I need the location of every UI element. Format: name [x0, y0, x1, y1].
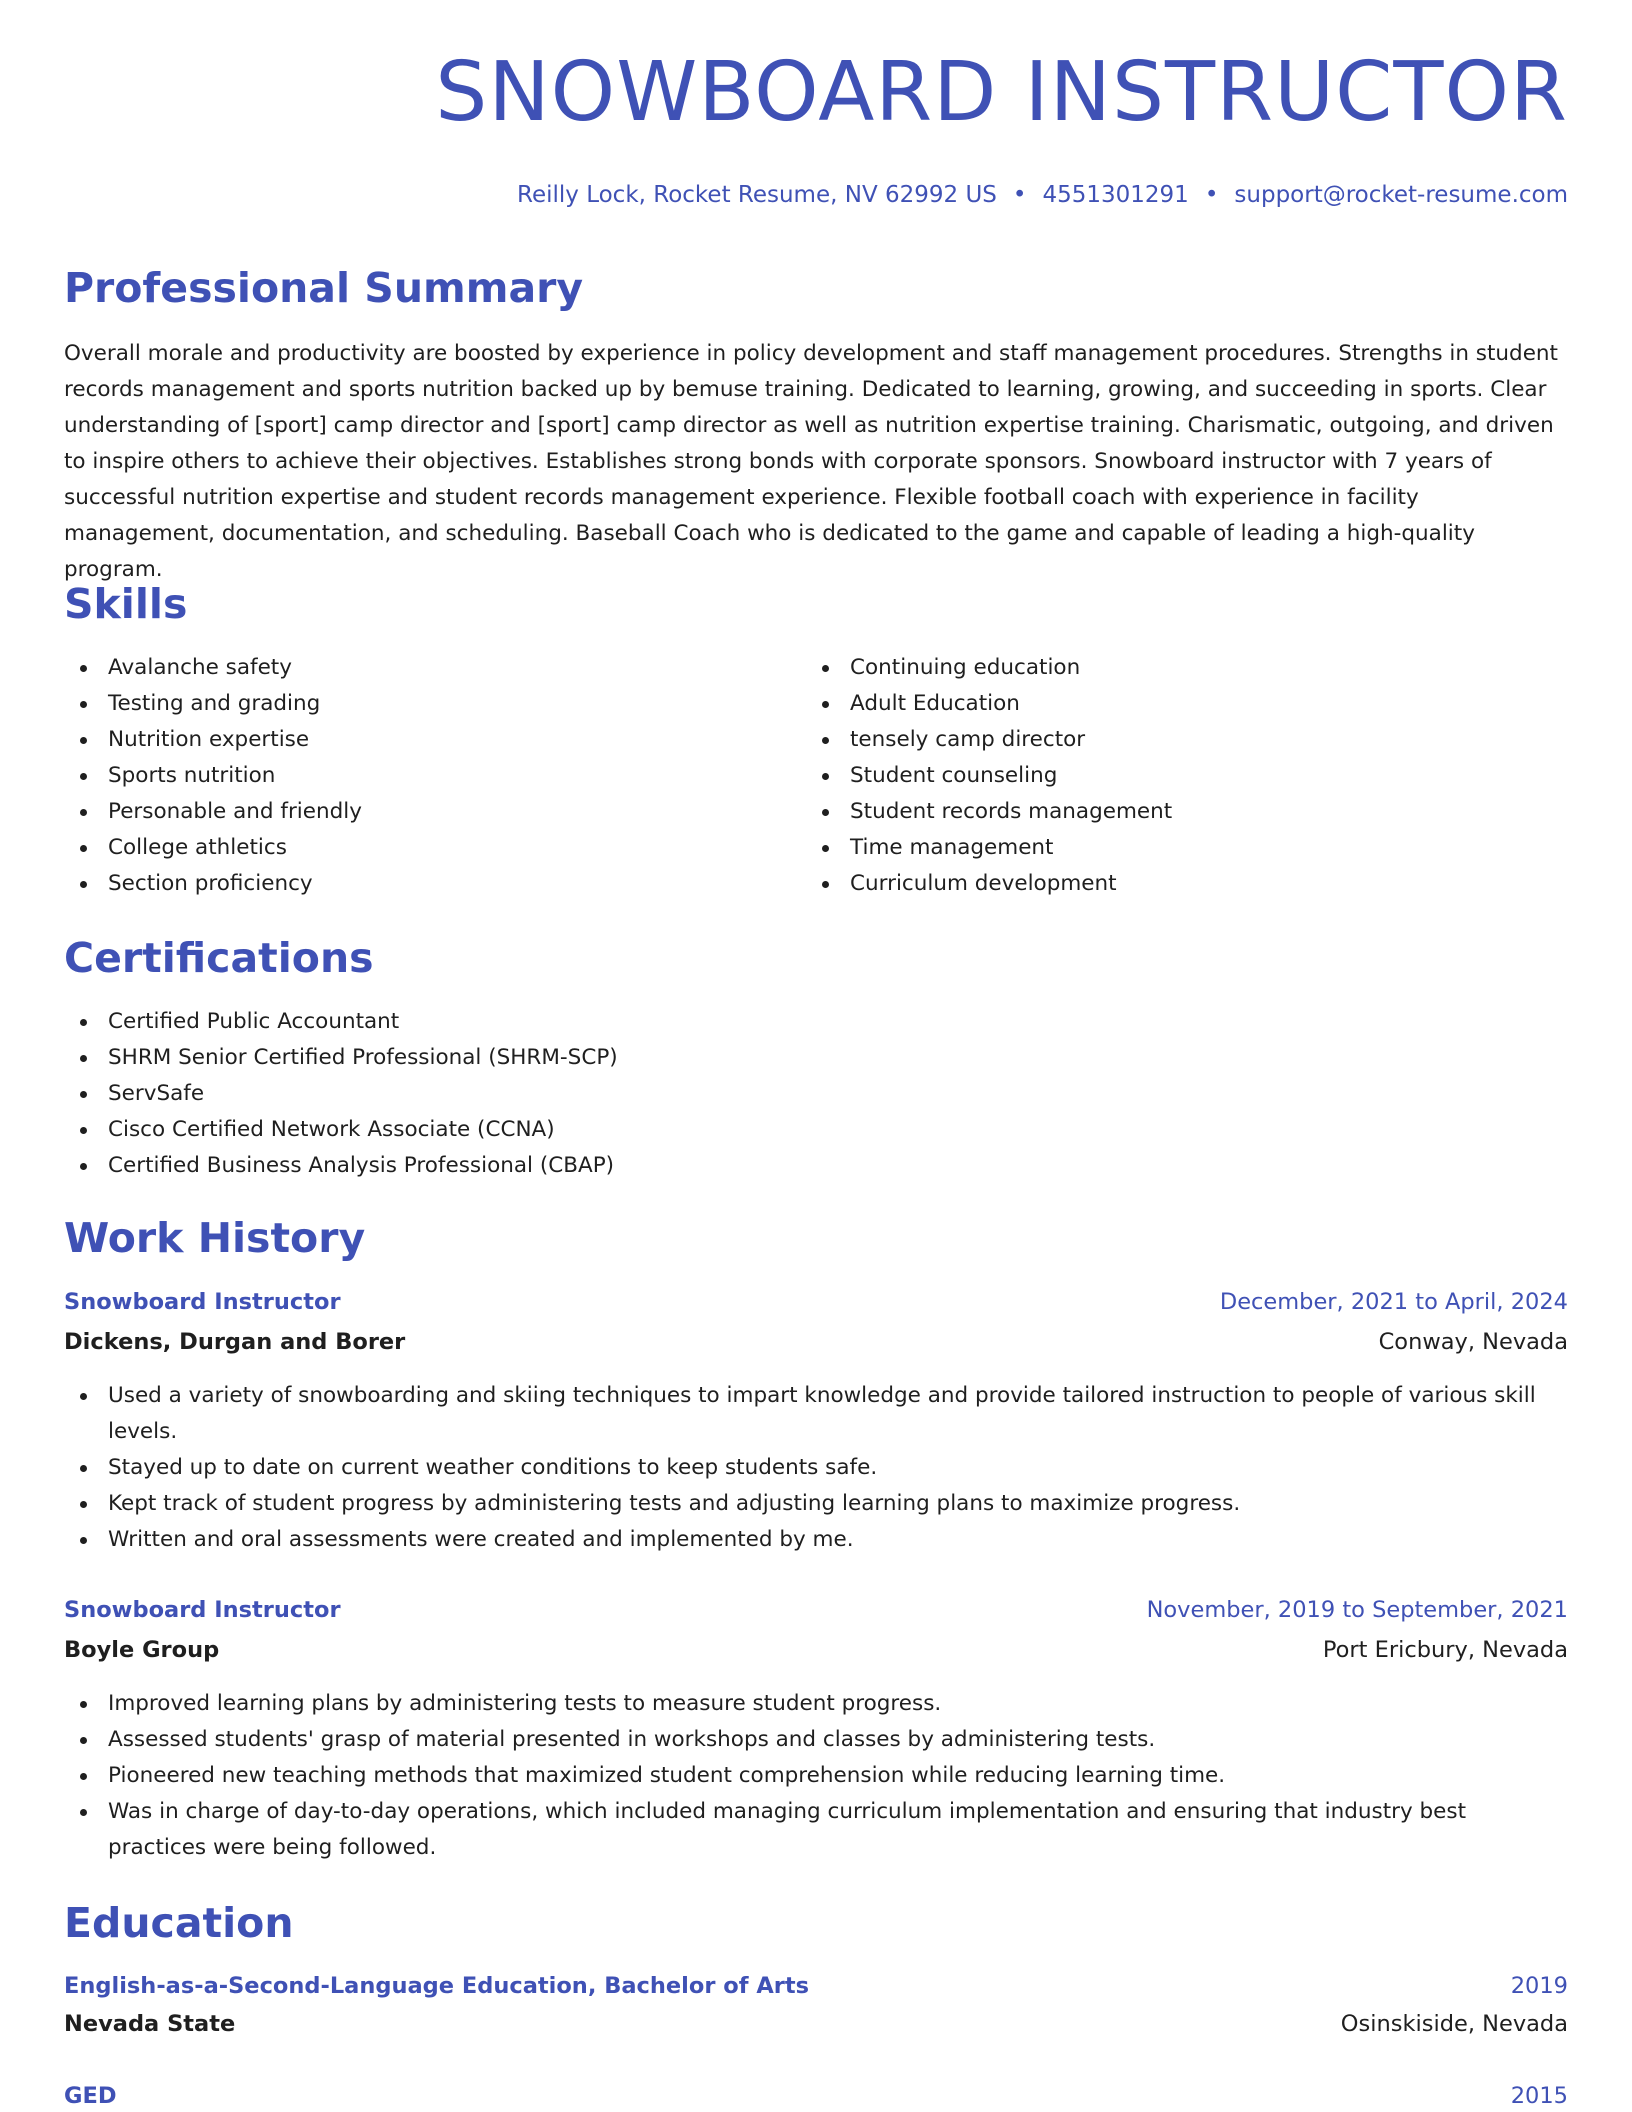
job-company-row — [64, 1634, 1568, 1666]
contact-phone: 4551301291 — [1042, 182, 1189, 208]
certification-item: Certified Public Accountant — [64, 1004, 618, 1040]
job-bullet: Used a variety of snowboarding and skiing techniques to impart knowledge and provide tailored instruction to people of various skill levels. — [64, 1378, 1568, 1450]
job-bullet: Assessed students' grasp of material presented in workshops and classes by administering tests. — [64, 1722, 1568, 1758]
job-bullet: Written and oral assessments were created and implemented by me. — [64, 1522, 1568, 1558]
certifications-heading: Certifications — [64, 934, 374, 982]
education-year: 2019 — [1510, 1973, 1568, 1999]
education-heading: Education — [64, 1899, 294, 1947]
education-header — [64, 1970, 1568, 2002]
skill-item: Adult Education — [806, 686, 1172, 722]
skill-item: tensely camp director — [806, 722, 1172, 758]
contact-address: Reilly Lock, Rocket Resume, NV 62992 US — [517, 182, 997, 208]
skill-item: Personable and friendly — [64, 794, 362, 830]
job-header — [64, 1594, 1568, 1626]
contact-separator: • — [1012, 182, 1027, 208]
skills-list-left — [64, 650, 362, 902]
job-title: Snowboard Instructor — [64, 1597, 341, 1623]
education-degree: GED — [64, 2083, 117, 2109]
contact-separator: • — [1204, 182, 1219, 208]
education-school-row — [64, 2008, 1568, 2040]
job-header — [64, 1286, 1568, 1318]
skills-heading: Skills — [64, 580, 188, 628]
skill-item: College athletics — [64, 830, 362, 866]
certification-item: Certified Business Analysis Professional (CBAP) — [64, 1148, 618, 1184]
skill-item: Student counseling — [806, 758, 1172, 794]
job-bullet: Was in charge of day-to-day operations, which included managing curriculum implementation and ensuring that industry best practices were being followed. — [64, 1794, 1568, 1866]
certification-item: ServSafe — [64, 1076, 618, 1112]
skills-list-right — [806, 650, 1172, 902]
job-company-row — [64, 1326, 1568, 1358]
resume-title: SNOWBOARD INSTRUCTOR — [435, 45, 1568, 140]
certifications-list — [64, 1004, 618, 1184]
job-company: Boyle Group — [64, 1637, 220, 1663]
job-location: Conway, Nevada — [1378, 1329, 1568, 1355]
job-title: Snowboard Instructor — [64, 1289, 341, 1315]
skill-item: Student records management — [806, 794, 1172, 830]
summary-text: Overall morale and productivity are boosted by experience in policy development and staff management procedures. Strengths in student records management and sports nutrition backed up by bemuse training. Dedicated to learning, growing, and succeeding in sports. Clear understanding of [sport] camp director and [sport] camp director as well as nutrition expertise training. Charismatic, outgoing, and driven to inspire others to achieve their objectives. Establishes strong bonds with corporate sponsors. Snowboard instructor with 7 years of successful nutrition expertise and student records management experience. Flexible football coach with experience in facility management, documentation, and scheduling. Baseball Coach who is dedicated to the game and capable of leading a high-quality program. — [64, 341, 1558, 582]
job-bullets — [64, 1378, 1568, 1558]
skill-item: Sports nutrition — [64, 758, 362, 794]
job-location: Port Ericbury, Nevada — [1322, 1637, 1568, 1663]
skill-item: Avalanche safety — [64, 650, 362, 686]
certification-item: SHRM Senior Certified Professional (SHRM-SCP) — [64, 1040, 618, 1076]
work-history-heading: Work History — [64, 1214, 366, 1262]
skill-item: Section proficiency — [64, 866, 362, 902]
skill-item: Testing and grading — [64, 686, 362, 722]
job-dates: November, 2019 to September, 2021 — [1146, 1597, 1568, 1623]
skill-item: Continuing education — [806, 650, 1172, 686]
education-school: Nevada State — [64, 2011, 236, 2037]
skill-item: Curriculum development — [806, 866, 1172, 902]
job-bullet: Pioneered new teaching methods that maximized student comprehension while reducing learning time. — [64, 1758, 1568, 1794]
skill-item: Nutrition expertise — [64, 722, 362, 758]
education-degree: English-as-a-Second-Language Education, Bachelor of Arts — [64, 1973, 809, 1999]
contact-email: support@rocket-resume.com — [1234, 182, 1568, 208]
job-bullet: Kept track of student progress by administering tests and adjusting learning plans to maximize progress. — [64, 1486, 1568, 1522]
job-bullet: Stayed up to date on current weather conditions to keep students safe. — [64, 1450, 1568, 1486]
summary-heading: Professional Summary — [64, 264, 584, 312]
job-bullets — [64, 1686, 1568, 1866]
education-location: Osinskiside, Nevada — [1340, 2011, 1568, 2037]
skill-item: Time management — [806, 830, 1172, 866]
education-header — [64, 2080, 1568, 2112]
education-year: 2015 — [1510, 2083, 1568, 2109]
contact-line — [517, 182, 1568, 208]
job-dates: December, 2021 to April, 2024 — [1219, 1289, 1568, 1315]
job-bullet: Improved learning plans by administering tests to measure student progress. — [64, 1686, 1568, 1722]
job-company: Dickens, Durgan and Borer — [64, 1329, 406, 1355]
certification-item: Cisco Certified Network Associate (CCNA) — [64, 1112, 618, 1148]
